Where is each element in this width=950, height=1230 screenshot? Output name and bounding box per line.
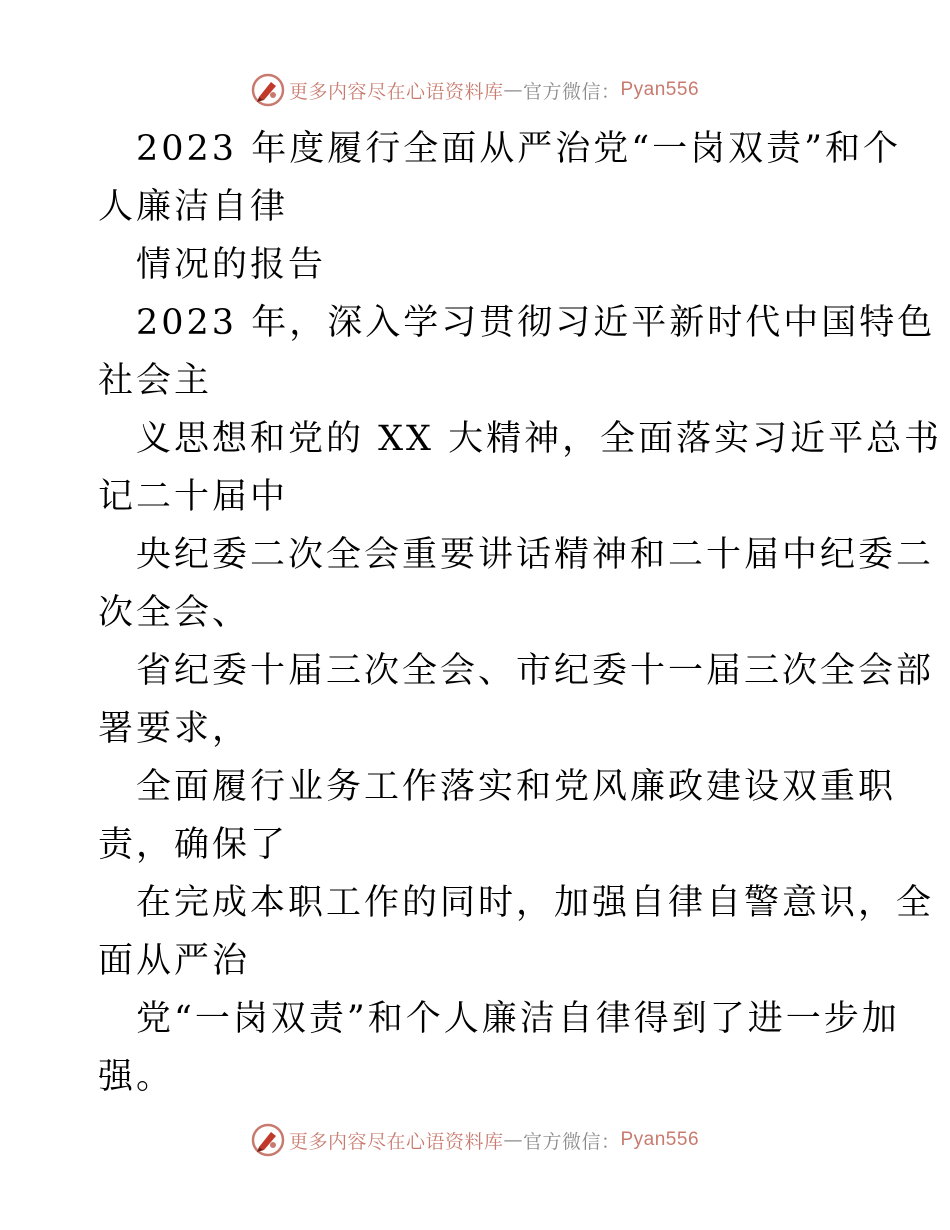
paragraph-line: 次全会、 — [98, 593, 251, 633]
paragraph-line: 面从严治 — [98, 941, 251, 981]
banner-main-text: 更多内容尽在心语资料库 — [288, 1130, 504, 1153]
paragraph-line: 央纪委二次全会重要讲话精神和二十届中纪委二 — [136, 535, 935, 575]
paragraph-line: 党“一岗双责”和个人廉洁自律得到了进一步加 — [136, 999, 900, 1039]
banner-wechat-id: Pyan556 — [620, 1129, 700, 1150]
paragraph-line: 在完成本职工作的同时，加强自律自警意识，全 — [136, 883, 935, 923]
subtitle-line: 情况的报告 — [136, 245, 327, 285]
document-body — [98, 120, 943, 1106]
paragraph-line: 社会主 — [98, 361, 213, 401]
title-line: 2023 年度履行全面从严治党“一岗双责”和个 — [136, 129, 901, 169]
banner-wechat-id: Pyan556 — [620, 79, 700, 100]
paragraph-line: 责，确保了 — [98, 825, 289, 865]
paragraph-line: 2023 年，深入学习贯彻习近平新时代中国特色 — [136, 303, 936, 343]
banner-wechat-label: 官方微信： — [522, 1130, 621, 1153]
banner-separator: — — [503, 1129, 523, 1151]
paragraph-line: 署要求， — [98, 709, 251, 749]
title-line: 人廉洁自律 — [98, 187, 289, 227]
banner-main-text: 更多内容尽在心语资料库 — [288, 80, 504, 103]
pen-logo-icon — [251, 1123, 285, 1157]
banner-wechat-label: 官方微信： — [522, 80, 621, 103]
paragraph-line: 记二十届中 — [98, 477, 289, 517]
pen-logo-icon — [251, 73, 285, 107]
footer-watermark-banner — [0, 1120, 950, 1160]
paragraph-line: 义思想和党的 XX 大精神，全面落实习近平总书 — [136, 419, 943, 459]
paragraph-line: 全面履行业务工作落实和党风廉政建设双重职 — [136, 767, 897, 807]
paragraph-line: 强。 — [98, 1057, 175, 1097]
paragraph-line: 省纪委十届三次全会、市纪委十一届三次全会部 — [136, 651, 935, 691]
banner-separator: — — [503, 79, 523, 101]
header-watermark-banner — [0, 70, 950, 110]
